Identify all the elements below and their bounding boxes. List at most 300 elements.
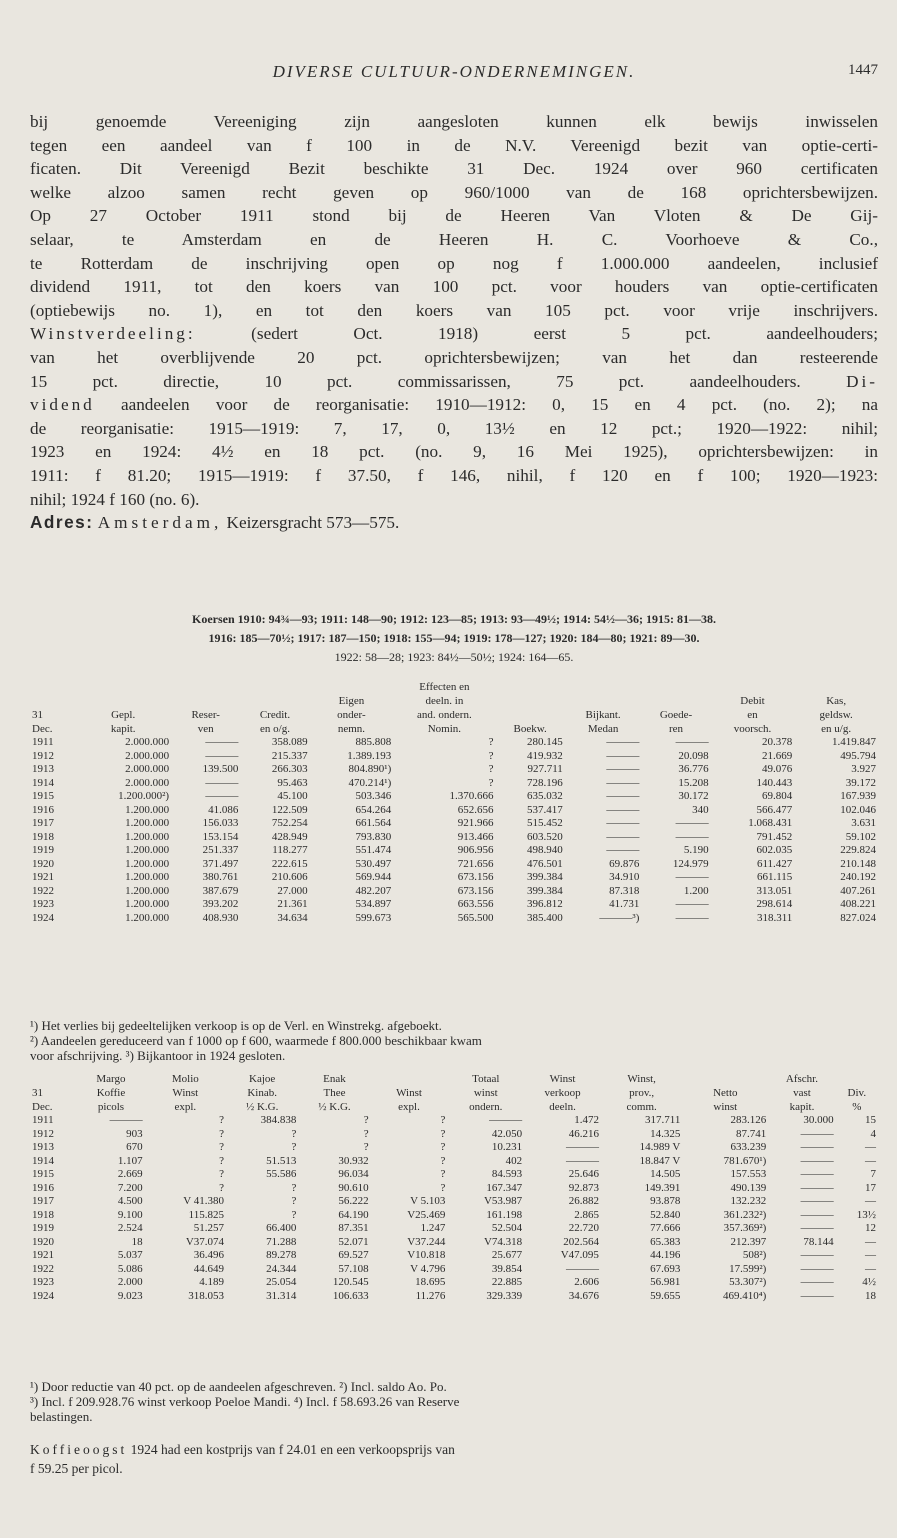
body-line: ficaten. Dit Vereenigd Bezit beschikte 31 Dec. 1924 over 960 certificaten (30, 159, 878, 179)
table-cell: 87.351 (338, 1222, 369, 1234)
column-header: expl. (174, 1101, 197, 1113)
table-cell: 93.878 (650, 1195, 681, 1207)
row-year: 1917 (32, 1195, 54, 1207)
table-row (30, 912, 878, 926)
table-cell: 20.098 (678, 749, 709, 762)
table-cell: ——— (800, 1154, 834, 1167)
harvest-label: Koffieoogst (30, 1442, 128, 1457)
table-cell: 41.731 (609, 898, 640, 910)
table-cell: 1.200.000 (125, 830, 170, 843)
table-cell: V 41.380 (183, 1195, 225, 1207)
table-cell: 280.145 (527, 736, 563, 748)
table-cell: ——— (675, 898, 709, 910)
body-text (30, 110, 878, 535)
note-line: belastingen. (30, 1409, 93, 1424)
table-cell: 399.384 (527, 871, 563, 883)
table-cell: 84.593 (491, 1168, 523, 1180)
table-cell: ——— (800, 1289, 834, 1302)
table-cell: 318.311 (756, 911, 793, 924)
table-cell: — (865, 1195, 876, 1207)
row-year: 1914 (32, 1154, 54, 1167)
row-year: 1918 (32, 830, 54, 843)
table-cell: V25.469 (407, 1208, 446, 1221)
row-year: 1922 (32, 1262, 54, 1275)
table-cell: V37.244 (407, 1235, 446, 1248)
table-cell: 102.046 (840, 803, 876, 816)
table-cell: 7 (870, 1168, 876, 1180)
row-year: 1918 (32, 1208, 54, 1221)
column-header: Winst (396, 1087, 422, 1099)
table-cell: ——— (800, 1208, 834, 1221)
table-cell: 67.693 (650, 1262, 681, 1275)
table-cell: ? (291, 1208, 297, 1221)
table-cell: 212.397 (730, 1235, 767, 1248)
running-head (30, 62, 878, 86)
body-line: bij genoemde Vereeniging zijn aangesloten kunnen elk bewijs inwisselen (30, 112, 878, 131)
column-header (496, 694, 565, 708)
column-header: Netto (713, 1087, 738, 1099)
table-cell: 1.200.000 (125, 884, 170, 897)
table-cell: 313.051 (756, 884, 793, 897)
table-cell: 118.277 (272, 844, 308, 856)
table-cell: 1.389.193 (347, 749, 392, 762)
table-cell: 41.086 (208, 803, 239, 816)
table-row (30, 750, 878, 764)
table-row (30, 885, 878, 899)
body-line: te Rotterdam de inschrijving open op nog f 1.000.000 aandeelen, inclusief (30, 253, 878, 273)
table-cell: 298.614 (756, 898, 793, 910)
column-header: comm. (626, 1101, 657, 1113)
table-cell: 2.000.000 (125, 776, 170, 789)
column-header: Reser- (191, 709, 220, 721)
row-year: 1911 (32, 1114, 54, 1126)
table-cell: 167.347 (486, 1181, 523, 1194)
table-row (30, 1276, 878, 1290)
body-line: tegen een aandeel van f 100 in de N.V. Vereenigd bezit van optie-certi- (30, 135, 878, 155)
table-cell: 122.509 (271, 803, 308, 816)
table-cell: 56.222 (338, 1195, 369, 1207)
row-year: 1920 (32, 1235, 54, 1248)
table-cell: — (865, 1141, 876, 1153)
row-year: 1913 (32, 763, 54, 775)
body-line: 1911: f 81.20; 1915—1919: f 37.50, f 146, nihil, f 120 en f 100; 1920—1923: (30, 465, 878, 485)
table-cell: ——— (606, 817, 640, 829)
body-line: 1923 en 1924: 4½ en 18 pct. (no. 9, 16 Mei 1925), oprichtersbewijzen: in (30, 442, 878, 462)
body-line (30, 393, 878, 417)
table-cell: 56.981 (650, 1276, 681, 1288)
row-year: 1915 (32, 790, 54, 802)
table-cell: 721.656 (457, 857, 494, 870)
table-cell: 2.606 (574, 1276, 599, 1288)
table-cell: 18.847 V (639, 1154, 681, 1167)
profit-table (30, 1072, 878, 1303)
table-row (30, 1114, 878, 1128)
table-cell: 4.500 (117, 1195, 143, 1207)
table-cell: ——— (800, 1168, 834, 1180)
address-city: Amsterdam, (97, 513, 223, 533)
table-cell: 51.257 (193, 1222, 225, 1234)
table-cell: 1.200.000 (125, 803, 170, 816)
table-cell: 153.154 (202, 830, 239, 843)
table-cell: 913.466 (457, 830, 494, 843)
body-line: (optiebewijs no. 1), en tot den koers van 105 pct. voor vrije inschrijvers. (30, 300, 878, 320)
table-cell: 469.410⁴) (723, 1289, 767, 1302)
table-cell: ? (363, 1127, 369, 1140)
table-cell: 661.564 (355, 817, 392, 829)
row-year: 1922 (32, 884, 54, 897)
table-cell: 408.930 (202, 911, 239, 924)
table-cell: ? (363, 1114, 369, 1126)
table-cell: ——— (800, 1141, 834, 1153)
table-cell: 9.100 (117, 1208, 143, 1221)
table-cell: ——— (606, 763, 640, 775)
column-header (75, 680, 171, 694)
table-header-row (30, 1100, 878, 1114)
table-cell: 318.053 (188, 1289, 225, 1302)
table-cell: 569.944 (355, 871, 392, 883)
winst-text: (sedert Oct. 1918) eerst 5 pct. aandeelhouders; (251, 324, 878, 344)
table-cell: ——— (606, 830, 640, 843)
table-cell: 565.500 (457, 911, 494, 924)
table-cell: ——— (205, 776, 239, 789)
body-line (30, 322, 878, 346)
column-header: deeln. in (425, 695, 464, 707)
table-cell: 96.034 (338, 1168, 369, 1180)
table-cell: 30.000 (803, 1114, 834, 1126)
table-cell: V 4.796 (410, 1262, 446, 1275)
column-header: Dec. (32, 1101, 53, 1113)
table-cell: 603.520 (527, 830, 563, 843)
table-cell: ? (219, 1154, 225, 1167)
table-header-row (30, 708, 878, 722)
column-header: expl. (398, 1101, 420, 1113)
column-header (30, 680, 75, 694)
table-cell: 42.050 (491, 1127, 523, 1140)
table-cell: ——— (205, 736, 239, 748)
table-cell: 34.910 (609, 871, 640, 883)
table-cell: 673.156 (457, 871, 494, 883)
column-header: Debit (740, 695, 765, 707)
column-header (682, 1072, 768, 1086)
table-cell: ——— (800, 1262, 834, 1275)
column-header (171, 694, 240, 708)
table-cell: 3.631 (851, 817, 876, 829)
table-cell: 2.000.000 (125, 749, 170, 762)
column-header: and. ondern. (417, 709, 472, 721)
note-line: ¹) Door reductie van 40 pct. op de aandeelen afgeschreven. ²) Incl. saldo Ao. Po. (30, 1379, 447, 1394)
table-cell: 59.102 (845, 830, 876, 843)
table-cell: 340 (692, 803, 709, 816)
table-cell: 10.231 (491, 1141, 523, 1153)
table-cell: 371.497 (202, 857, 239, 870)
row-year: 1917 (32, 817, 54, 829)
dividend-label-end: vidend (30, 395, 95, 415)
table-cell: 781.670¹) (723, 1154, 767, 1167)
harvest-note (30, 1440, 878, 1478)
table-cell: 2.000.000 (125, 763, 170, 775)
table-cell: 498.940 (527, 844, 563, 856)
row-year: 1914 (32, 776, 54, 789)
row-year: 1916 (32, 1181, 54, 1194)
table-cell: 22.885 (491, 1276, 523, 1288)
table-cell: 3.927 (851, 763, 876, 775)
table-cell: ? (219, 1114, 225, 1126)
table-row (30, 1263, 878, 1277)
table-cell: 18 (865, 1289, 876, 1302)
table-cell: 120.545 (332, 1276, 369, 1288)
table-cell: ? (219, 1127, 225, 1140)
table-cell: 53.307²) (729, 1276, 767, 1288)
table-cell: 903 (126, 1127, 143, 1140)
table-cell: 419.932 (527, 749, 563, 762)
table-cell: 27.000 (277, 884, 308, 897)
column-header: ondern. (469, 1101, 503, 1113)
share-prices-label: Koersen (192, 612, 235, 626)
column-header (711, 680, 795, 694)
column-header: onder- (337, 709, 366, 721)
table-cell: 2.000.000 (125, 736, 170, 748)
column-header: Enak (323, 1073, 346, 1085)
column-header: 31 (32, 709, 43, 721)
harvest-text: 1924 had een kostprijs van f 24.01 en een verkoopsprijs van (130, 1442, 455, 1457)
body-line: de reorganisatie: 1915—1919: 7, 17, 0, 13½ en 12 pct.; 1920—1922: nihil; (30, 418, 878, 438)
column-header (836, 1072, 878, 1086)
table-cell: ——— (109, 1114, 143, 1126)
column-header: Gepl. (111, 709, 136, 721)
table-cell: 1.200.000 (125, 857, 170, 870)
table-cell: 5.190 (683, 844, 709, 856)
table-cell: 87.741 (736, 1127, 767, 1140)
table-cell: 1.200.000²) (118, 790, 170, 802)
table-cell: 65.383 (650, 1235, 681, 1248)
table-cell: 25.646 (568, 1168, 599, 1180)
table-row (30, 1155, 878, 1169)
table-cell: ——— (205, 790, 239, 802)
column-header: geldsw. (819, 709, 853, 721)
dividend-text: aandeelen voor de reorganisatie: 1910—1912: 0, 15 en 4 pct. (no. 2); na (120, 395, 878, 415)
table-cell: ———³) (599, 911, 640, 924)
address-label: Adres: (30, 512, 94, 533)
column-header: winst (473, 1087, 498, 1099)
table-row (30, 817, 878, 831)
column-header: Bijkant. (585, 709, 621, 721)
table-row (30, 871, 878, 885)
column-header: voorsch. (733, 723, 772, 735)
table-cell: 156.033 (202, 817, 239, 829)
column-header: ven (197, 723, 214, 735)
table-cell: 24.344 (266, 1262, 297, 1275)
table-cell: 57.108 (338, 1262, 369, 1275)
table-cell: 266.303 (271, 763, 308, 775)
row-year: 1921 (32, 871, 54, 883)
row-year: 1912 (32, 1127, 54, 1140)
table-cell: 139.500 (202, 763, 239, 775)
row-year: 1912 (32, 749, 54, 762)
winst-label: Winstverdeeling: (30, 324, 196, 344)
column-header (496, 680, 565, 694)
table-cell: 5.086 (117, 1262, 143, 1275)
table-cell: 885.808 (355, 736, 392, 748)
harvest-line: f 59.25 per picol. (30, 1461, 123, 1476)
table-cell: 827.024 (840, 911, 876, 924)
column-header: verkoop (544, 1087, 581, 1099)
table-row (30, 1249, 878, 1263)
table-cell: ? (488, 749, 494, 762)
table-cell: 77.666 (650, 1222, 681, 1234)
table-cell: 361.232²) (723, 1208, 767, 1221)
table-cell: 357.369²) (723, 1222, 767, 1234)
row-year: 1921 (32, 1249, 54, 1261)
table-cell: ? (291, 1127, 297, 1140)
column-header: Winst (172, 1087, 199, 1099)
table-cell: 1.068.431 (748, 817, 793, 829)
table-cell: 804.890¹) (348, 763, 392, 775)
column-header (565, 694, 642, 708)
table-cell: 599.673 (355, 911, 392, 924)
table-cell: 59.655 (650, 1289, 681, 1302)
table-cell: 9.023 (117, 1289, 143, 1302)
column-header (496, 708, 565, 722)
table-cell: 13½ (856, 1208, 876, 1221)
body-line: nihil; 1924 f 160 (no. 6). (30, 489, 200, 509)
winst-text-end: 15 pct. directie, 10 pct. commissarissen, 75 pct. aandeelhouders. (30, 371, 801, 391)
table-cell: V10.818 (407, 1249, 446, 1261)
table-cell: 14.325 (650, 1127, 681, 1140)
table-cell: 728.196 (527, 776, 563, 789)
table-cell: 15 (865, 1114, 876, 1126)
column-header (75, 694, 171, 708)
table-row (30, 1141, 878, 1155)
table-cell: ——— (675, 871, 709, 883)
column-header: vast (793, 1087, 811, 1099)
table-cell: 202.564 (563, 1235, 599, 1248)
body-line (30, 370, 878, 394)
table-cell: 1.419.847 (832, 736, 876, 748)
table-cell: V37.074 (185, 1235, 225, 1248)
table-cell: ——— (565, 1262, 599, 1275)
column-header: Kajoe (249, 1073, 276, 1085)
table-row (30, 736, 878, 750)
table-cell: 161.198 (486, 1208, 523, 1221)
column-header: % (852, 1101, 862, 1113)
column-header: Winst, (627, 1073, 656, 1085)
table-cell: 31.314 (266, 1289, 297, 1302)
table-cell: 15.208 (678, 776, 709, 789)
table-cell: ——— (565, 1141, 599, 1153)
table-cell: 1.200.000 (125, 844, 170, 856)
table-cell: 408.221 (840, 898, 876, 910)
table-cell: 385.400 (527, 911, 563, 924)
table-cell: 34.676 (568, 1289, 599, 1302)
table-row (30, 1236, 878, 1250)
column-header: Boekw. (513, 723, 547, 735)
table-cell: 530.497 (355, 857, 392, 870)
note-line: ³) Incl. f 209.928.76 winst verkoop Poeloe Mandi. ⁴) Incl. f 58.693.26 van Reserve (30, 1394, 460, 1409)
table-row (30, 1128, 878, 1142)
table-cell: 11.276 (415, 1289, 446, 1302)
share-prices (30, 610, 878, 667)
column-header: winst (713, 1101, 738, 1113)
table-cell: ? (219, 1141, 225, 1153)
table-cell: ——— (205, 749, 239, 762)
column-header: Nomin. (427, 723, 462, 735)
table-cell: 663.556 (457, 898, 494, 910)
table-row (30, 844, 878, 858)
table-cell: 652.656 (457, 803, 494, 816)
table-cell: 149.391 (644, 1181, 681, 1194)
row-year: 1919 (32, 844, 54, 856)
table-cell: — (865, 1249, 876, 1261)
profit-notes (30, 1379, 878, 1424)
note-line: ¹) Het verlies bij gedeeltelijken verkoop is op de Verl. en Winstrekg. afgeboekt. (30, 1018, 442, 1033)
table-cell: 670 (126, 1141, 143, 1153)
share-prices-line: 1916: 185—70½; 1917: 187—150; 1918: 155—94; 1919: 178—127; 1920: 184—80; 1921: 89—30. (208, 631, 700, 645)
body-line: Op 27 October 1911 stond bij de Heeren Van Vloten & De Gij- (30, 206, 878, 226)
table-cell: 36.776 (678, 763, 709, 775)
table-row (30, 858, 878, 872)
table-cell: 92.873 (568, 1181, 599, 1194)
table-cell: ——— (606, 736, 640, 748)
column-header: Afschr. (785, 1073, 818, 1085)
row-year: 1924 (32, 911, 54, 924)
table-cell: 30.172 (678, 790, 709, 802)
table-cell: ? (291, 1195, 297, 1207)
row-year: 1913 (32, 1141, 54, 1153)
table-row (30, 1168, 878, 1182)
address-line (30, 511, 878, 535)
table-cell: — (865, 1154, 876, 1167)
table-row (30, 777, 878, 791)
table-cell: ——— (675, 736, 709, 748)
table-cell: 396.812 (527, 898, 563, 910)
table-cell: 490.139 (730, 1181, 767, 1194)
note-line: voor afschrijving. ³) Bijkantoor in 1924 gesloten. (30, 1048, 286, 1063)
table-cell: 602.035 (756, 844, 793, 856)
table-cell: 921.966 (457, 817, 494, 829)
table-cell: ——— (606, 776, 640, 789)
column-header: Div. (847, 1087, 867, 1099)
column-header: picols (97, 1101, 125, 1113)
column-header: deeln. (549, 1101, 576, 1113)
table-cell: ? (440, 1141, 446, 1153)
table-cell: 482.207 (355, 884, 392, 897)
table-cell: 115.825 (188, 1208, 225, 1221)
table-cell: 476.501 (527, 857, 563, 870)
column-header (565, 680, 642, 694)
table-row (30, 790, 878, 804)
table-cell: 22.720 (568, 1222, 599, 1234)
column-header: Goede- (659, 709, 693, 721)
note-line: ²) Aandeelen gereduceerd van f 1000 op f 600, waarmede f 800.000 beschikbaar kwam (30, 1033, 482, 1048)
table-cell: 611.427 (756, 857, 793, 870)
table-cell: 95.463 (277, 776, 308, 789)
table-cell: 2.865 (574, 1208, 599, 1221)
table-cell: 399.384 (527, 884, 563, 897)
column-header: Margo (96, 1073, 126, 1085)
table-header-row (30, 722, 878, 736)
row-year: 1916 (32, 803, 54, 816)
table-cell: 428.949 (271, 830, 308, 843)
table-row (30, 763, 878, 777)
table-row (30, 1195, 878, 1209)
table-cell: 157.553 (730, 1168, 767, 1180)
table-cell: 1.472 (574, 1114, 599, 1126)
table-cell: 14.989 V (639, 1141, 681, 1153)
table-cell: 1.370.666 (449, 790, 494, 802)
table-cell: 329.339 (486, 1289, 523, 1302)
table-cell: 52.071 (338, 1235, 369, 1248)
table-cell: 124.979 (672, 857, 709, 870)
